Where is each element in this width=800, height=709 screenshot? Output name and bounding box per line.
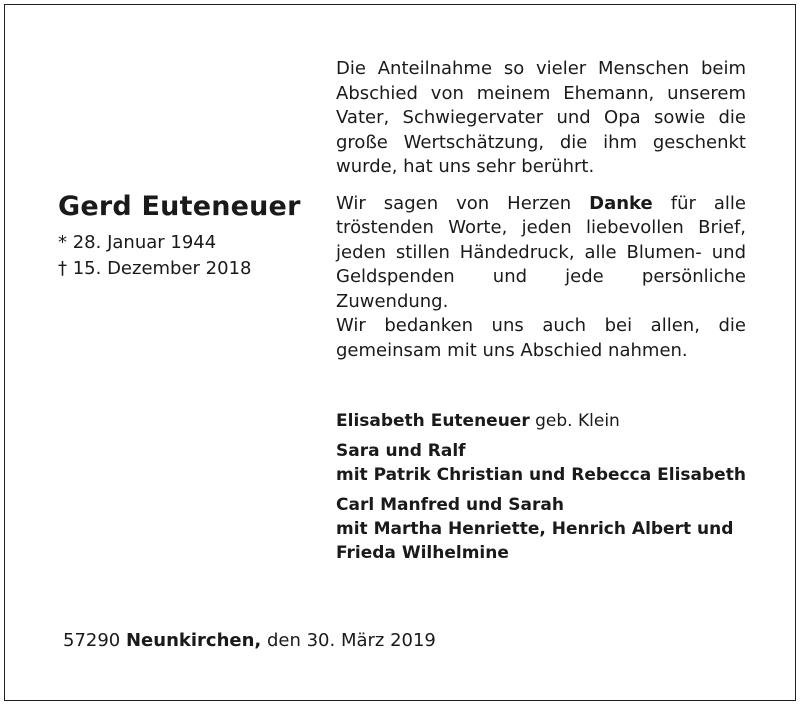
message-paragraph-2 — [336, 192, 746, 315]
deceased-block — [58, 191, 318, 282]
signer-widow — [336, 409, 756, 433]
family-2-line-3: Frieda Wilhelmine — [336, 543, 509, 563]
family-2-line-1: Carl Manfred und Sarah — [336, 495, 564, 515]
message-paragraph-2-start: Wir sagen von Herzen — [336, 192, 590, 214]
thank-you-message — [336, 57, 746, 363]
thanks-word: Danke — [589, 192, 653, 214]
place-date-line — [63, 630, 436, 651]
date: den 30. März 2019 — [261, 630, 436, 651]
birth-date: * 28. Januar 1944 — [58, 232, 217, 253]
signers-block — [336, 409, 756, 571]
message-paragraph-3: Wir bedanken uns auch bei allen, die gemeinsam mit uns Abschied nahmen. — [336, 315, 746, 361]
family-2-line-2: mit Martha Henriette, Henrich Albert und — [336, 519, 734, 539]
message-paragraph-2-end: für alle tröstenden Worte, jeden liebevollen Brief, jeden stillen Händedruck, alle Blumen- und Geldspenden und jede persönliche Zuwendung. — [336, 192, 746, 312]
family-1-line-1: Sara und Ralf — [336, 441, 466, 461]
widow-name: Elisabeth Euteneuer — [336, 411, 530, 431]
postcode: 57290 — [63, 630, 126, 651]
death-date: † 15. Dezember 2018 — [58, 258, 252, 279]
signer-family-1 — [336, 439, 756, 487]
city: Neunkirchen, — [125, 630, 262, 651]
deceased-name: Gerd Euteneuer — [58, 191, 301, 222]
signer-family-2 — [336, 493, 756, 565]
message-paragraph-1: Die Anteilnahme so vieler Menschen beim Abschied von meinem Ehemann, unserem Vater, Schwiegervater und Opa sowie die große Wertschätzung, die ihm geschenkt wurde, hat uns sehr berührt. — [336, 58, 746, 177]
widow-maiden-name: geb. Klein — [529, 411, 620, 431]
obituary-card — [4, 4, 796, 701]
family-1-line-2: mit Patrik Christian und Rebecca Elisabeth — [336, 465, 746, 485]
